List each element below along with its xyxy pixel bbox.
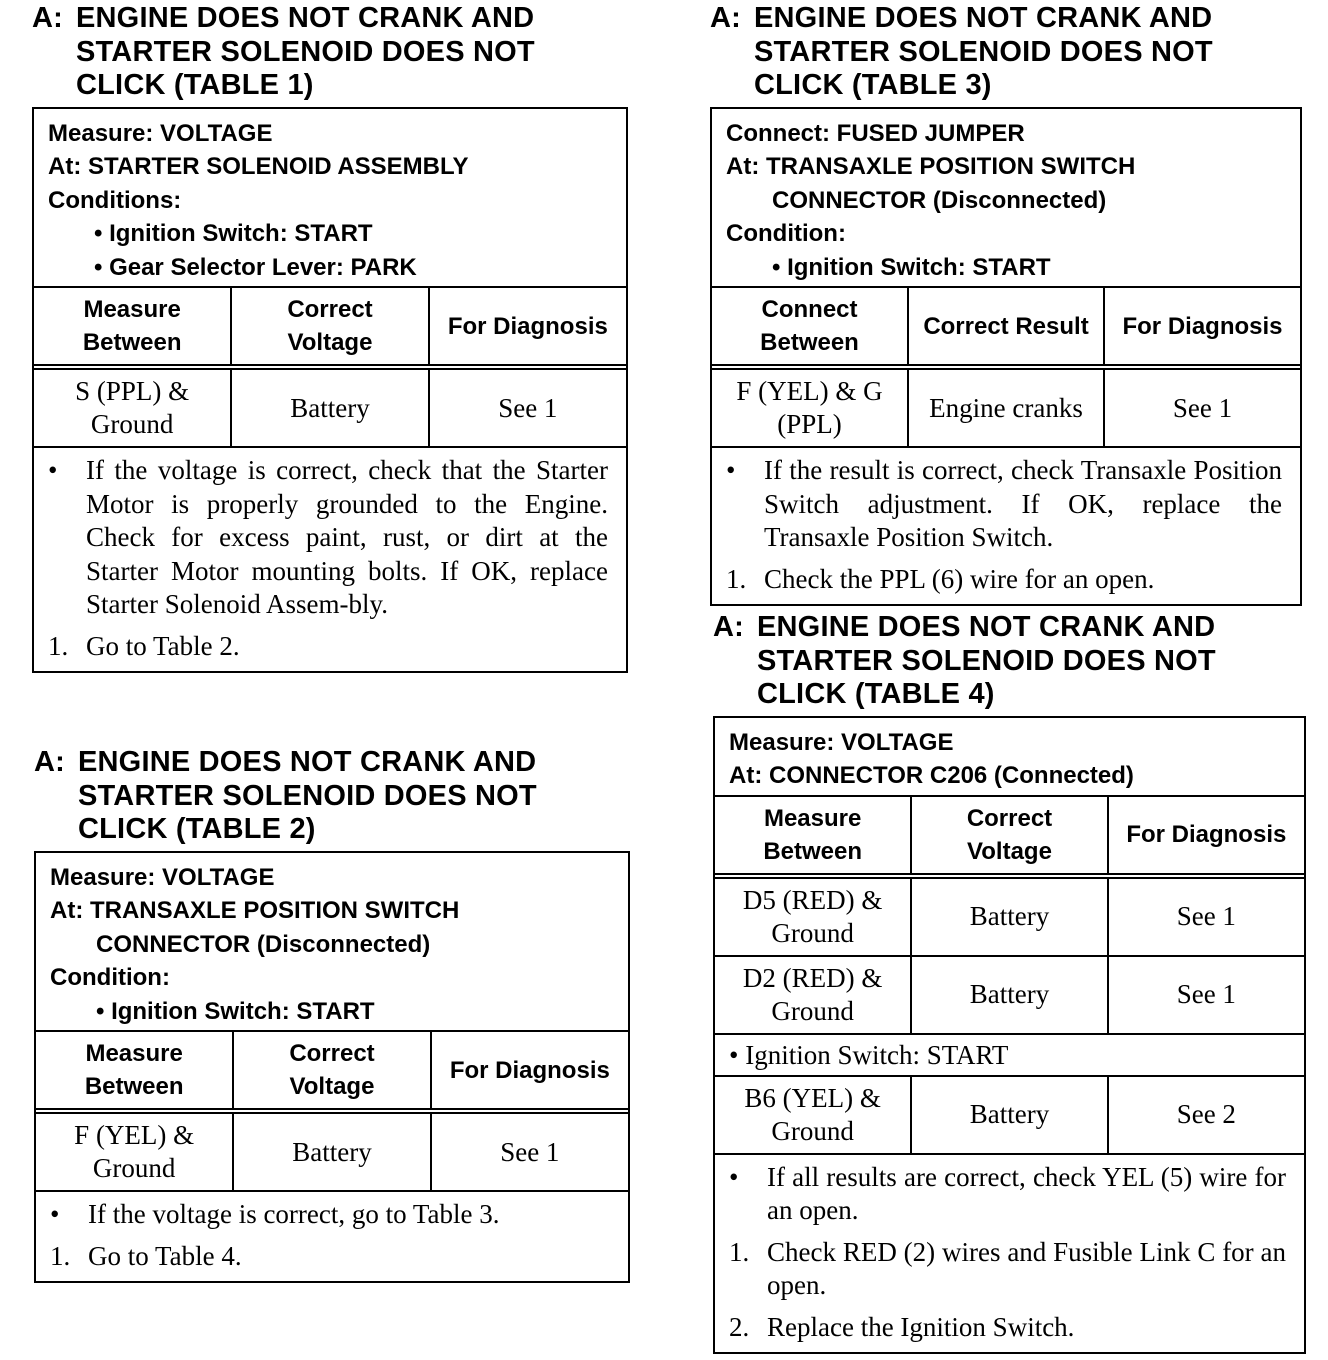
diagnosis-cell: See 1 <box>1104 367 1300 447</box>
table1-grid <box>34 288 626 448</box>
measure-between-cell: D2 (RED) & Ground <box>715 956 911 1034</box>
diagnosis-cell: See 1 <box>429 367 626 447</box>
diagnosis-cell: See 1 <box>1108 956 1304 1034</box>
column-header: For Diagnosis <box>1104 288 1300 367</box>
table4-measurement-header: Measure: VOLTAGE At: CONNECTOR C206 (Connected) <box>715 718 1304 797</box>
correct-value-cell: Battery <box>911 956 1107 1034</box>
table2-section <box>34 746 630 1283</box>
table3-connection-header: Connect: FUSED JUMPER At: TRANSAXLE POSITION SWITCH CONNECTOR (Disconnected) Condition: • Ignition Switch: START <box>712 109 1300 289</box>
table3-box <box>710 107 1302 607</box>
table1-section <box>32 2 628 673</box>
column-header: Correct Voltage <box>231 288 428 367</box>
note-item: 1. Go to Table 2. <box>48 630 240 661</box>
table1-measurement-header: Measure: VOLTAGE At: STARTER SOLENOID ASSEMBLY Conditions: • Ignition Switch: START • Gear Selector Lever: PARK <box>34 109 626 289</box>
table-row <box>715 1077 1304 1154</box>
table1-notes <box>34 448 626 671</box>
note-item: • If the voltage is correct, check that the Starter Motor is properly grounded to the Engine. Check for excess paint, rust, or dirt at the Starter Motor mounting bolts. If OK, replace Starter Solenoid Assem-bly. <box>48 455 608 619</box>
table4-section <box>713 611 1306 1354</box>
table2-notes <box>36 1192 628 1281</box>
table-row <box>712 367 1300 447</box>
table-row <box>715 956 1304 1034</box>
note-item: • If all results are correct, check YEL (5) wire for an open. <box>729 1161 1286 1225</box>
column-header: Correct Result <box>908 288 1104 367</box>
diagnosis-cell: See 1 <box>1108 876 1304 956</box>
table-row <box>34 367 626 447</box>
table3-heading: A: ENGINE DOES NOT CRANK AND STARTER SOLENOID DOES NOT CLICK (TABLE 3) <box>710 2 1213 101</box>
diagnosis-cell: See 2 <box>1108 1077 1304 1154</box>
note-item: 1. Check RED (2) wires and Fusible Link C for an open. <box>729 1236 1286 1300</box>
note-item: 1. Go to Table 4. <box>50 1240 242 1271</box>
table-row <box>36 1111 628 1191</box>
note-item: • If the result is correct, check Transaxle Position Switch adjustment. If OK, replace the Transaxle Position Switch. <box>726 455 1282 552</box>
column-header: For Diagnosis <box>1108 797 1304 876</box>
measure-between-cell: D5 (RED) & Ground <box>715 876 911 956</box>
correct-value-cell: Battery <box>911 876 1107 956</box>
table1-box <box>32 107 628 674</box>
table2-box <box>34 851 630 1284</box>
correct-result-cell: Engine cranks <box>908 367 1104 447</box>
measure-between-cell: F (YEL) & Ground <box>36 1111 233 1191</box>
table3-section <box>710 2 1302 606</box>
column-header: Connect Between <box>712 288 908 367</box>
table3-grid <box>712 288 1300 448</box>
table4-box <box>713 716 1306 1355</box>
table2-heading: A: ENGINE DOES NOT CRANK AND STARTER SOLENOID DOES NOT CLICK (TABLE 2) <box>34 746 537 845</box>
table1-heading: A: ENGINE DOES NOT CRANK AND STARTER SOLENOID DOES NOT CLICK (TABLE 1) <box>32 2 535 101</box>
table-row <box>715 876 1304 956</box>
note-item: • If the voltage is correct, go to Table 3. <box>50 1199 500 1229</box>
table2-measurement-header: Measure: VOLTAGE At: TRANSAXLE POSITION SWITCH CONNECTOR (Disconnected) Condition: • Ignition Switch: START <box>36 853 628 1033</box>
column-header: Correct Voltage <box>911 797 1107 876</box>
table3-notes <box>712 448 1300 604</box>
column-header: For Diagnosis <box>429 288 626 367</box>
column-header: Measure Between <box>715 797 911 876</box>
correct-value-cell: Battery <box>231 367 428 447</box>
connect-between-cell: F (YEL) & G (PPL) <box>712 367 908 447</box>
column-header: For Diagnosis <box>431 1032 628 1111</box>
measure-between-cell: S (PPL) & Ground <box>34 367 231 447</box>
table4-grid-continued <box>715 1077 1304 1155</box>
column-header: Measure Between <box>34 288 231 367</box>
measure-between-cell: B6 (YEL) & Ground <box>715 1077 911 1154</box>
column-header: Measure Between <box>36 1032 233 1111</box>
correct-value-cell: Battery <box>911 1077 1107 1154</box>
diagnosis-cell: See 1 <box>431 1111 628 1191</box>
column-header: Correct Voltage <box>233 1032 430 1111</box>
note-item: 2. Replace the Ignition Switch. <box>729 1311 1075 1342</box>
correct-value-cell: Battery <box>233 1111 430 1191</box>
table4-grid <box>715 797 1304 1035</box>
table4-notes <box>715 1155 1304 1353</box>
table2-grid <box>36 1032 628 1192</box>
note-item: 1. Check the PPL (6) wire for an open. <box>726 563 1155 594</box>
table4-heading: A: ENGINE DOES NOT CRANK AND STARTER SOLENOID DOES NOT CLICK (TABLE 4) <box>713 611 1216 710</box>
table4-mid-condition: • Ignition Switch: START <box>715 1035 1304 1077</box>
